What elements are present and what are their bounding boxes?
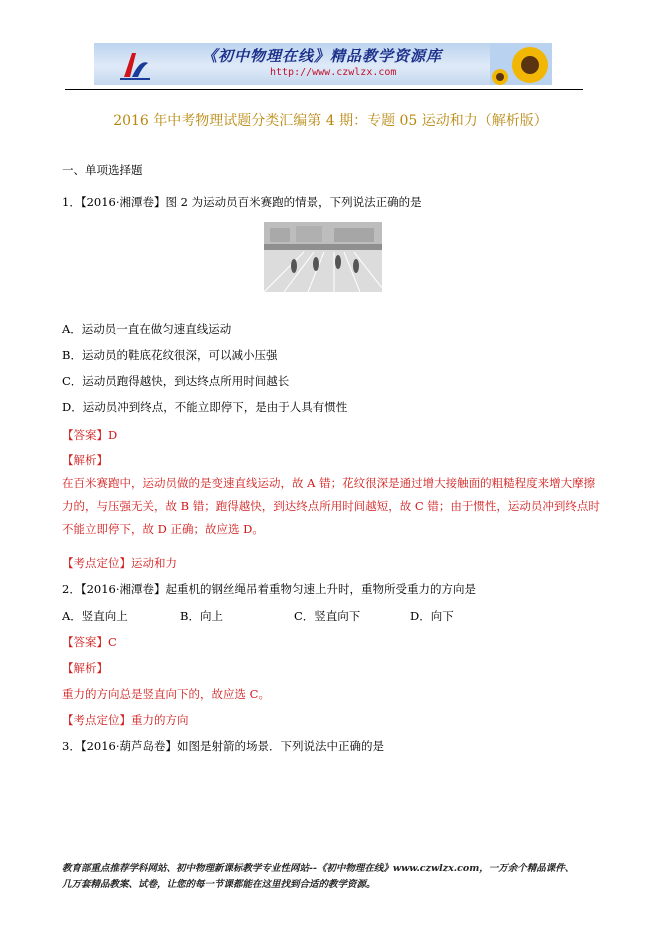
question-2-option-a: A．竖直向上: [62, 609, 128, 623]
point-value: 重力的方向: [131, 713, 189, 727]
question-2-stem: 2．【2016·湘潭卷】起重机的钢丝绳吊着重物匀速上升时，重物所受重力的方向是: [62, 582, 476, 596]
page-title: 2016 年中考物理试题分类汇编第 4 期：专题 05 运动和力（解析版）: [113, 113, 548, 129]
point-label: 【考点定位】: [62, 713, 131, 727]
question-1-option-c: C．运动员跑得越快，到达终点所用时间越长: [62, 374, 290, 388]
footer-line: 几万套精品教案、试卷，让您的每一节课都能在这里找到合适的教学资源。: [62, 879, 376, 890]
banner-url[interactable]: http://www.czwlzx.com: [270, 67, 397, 78]
question-2-analysis-label: 【解析】: [62, 661, 108, 675]
question-2-option-c: C．竖直向下: [294, 609, 361, 623]
answer-label: 【答案】: [62, 428, 108, 442]
question-2-answer: [62, 634, 117, 650]
footer-line: 教育部重点推荐学科网站、初中物理新课标教学专业性网站--《初中物理在线》www.czwlzx.com，一万余个精品课件、: [62, 863, 575, 874]
page-footer: [62, 861, 617, 893]
question-1-stem: 1．【2016·湘潭卷】图 2 为运动员百米赛跑的情景，下列说法正确的是: [62, 195, 422, 209]
question-2-analysis: 重力的方向总是竖直向下的，故应选 C。: [62, 687, 270, 701]
analysis-line: 在百米赛跑中，运动员做的是变速直线运动，故 A 错；花纹很深是通过增大接触面的粗糙程度来增大摩擦: [62, 476, 596, 490]
question-1-point: [62, 555, 177, 571]
section-heading: 一、单项选择题: [62, 163, 143, 177]
sunflower-icon: [490, 43, 552, 85]
question-2-point: [62, 712, 189, 728]
answer-label: 【答案】: [62, 635, 108, 649]
point-label: 【考点定位】: [62, 556, 131, 570]
analysis-line: 力的，与压强无关，故 B 错；跑得越快，到达终点所用时间越短，故 C 错；由于惯性，运动员冲到终点时: [62, 499, 600, 513]
answer-value: C: [108, 635, 117, 649]
header-rule: [65, 89, 583, 90]
question-2-option-d: D．向下: [410, 609, 454, 623]
question-3-stem: 3．【2016·葫芦岛卷】如图是射箭的场景．下列说法中正确的是: [62, 739, 384, 753]
site-logo-icon: [118, 49, 152, 81]
answer-value: D: [108, 428, 118, 442]
question-1-answer: [62, 427, 117, 443]
sprint-race-photo: [264, 222, 382, 292]
question-1-analysis-label: 【解析】: [62, 453, 108, 467]
banner-title: 《初中物理在线》精品教学资源库: [202, 47, 443, 65]
analysis-line: 不能立即停下，故 D 正确；故应选 D。: [62, 522, 264, 536]
question-1-option-a: A．运动员一直在做匀速直线运动: [62, 322, 232, 336]
question-1-analysis: [62, 472, 617, 541]
point-value: 运动和力: [131, 556, 177, 570]
question-2-option-b: B．向上: [180, 609, 223, 623]
header-banner: [94, 43, 552, 85]
question-1-option-b: B．运动员的鞋底花纹很深，可以减小压强: [62, 348, 278, 362]
question-1-option-d: D．运动员冲到终点，不能立即停下，是由于人具有惯性: [62, 400, 348, 414]
